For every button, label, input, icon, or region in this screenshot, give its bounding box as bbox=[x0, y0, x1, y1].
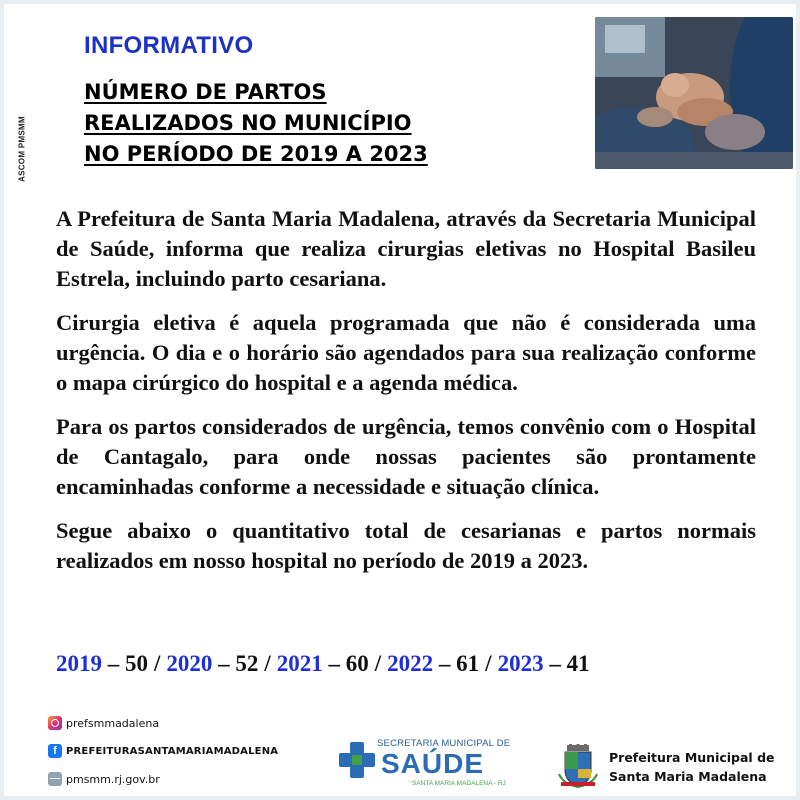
health-cross-icon bbox=[337, 740, 377, 780]
body-text bbox=[56, 204, 756, 590]
stat-separator: / bbox=[374, 651, 382, 676]
stat-year: 2023 bbox=[497, 651, 544, 676]
website-link[interactable] bbox=[48, 768, 308, 790]
stat-separator: / bbox=[264, 651, 271, 676]
paragraph-4: Segue abaixo o quantitativo total de cesarianas e partos normais realizados em nosso hospital no período de 2019 a 2023. bbox=[56, 518, 756, 573]
instagram-handle: prefsmmadalena bbox=[66, 716, 160, 730]
stat-separator: / bbox=[485, 651, 492, 676]
credit-text: ASCOM PMSMM bbox=[17, 116, 27, 182]
paragraph-2: Cirurgia eletiva é aquela programada que não é considerada uma urgência. O dia e o horário são agendados para sua realização conforme o mapa cirúrgico do hospital e a agenda médica. bbox=[56, 310, 756, 395]
prefeitura-line-1: Prefeitura Municipal de bbox=[609, 750, 775, 765]
paragraph-3: Para os partos considerados de urgência, temos convênio com o Hospital de Cantagalo, para onde nossas pacientes são prontamente encaminhadas conforme a necessidade e situação clínica. bbox=[56, 414, 756, 499]
facebook-link[interactable] bbox=[48, 740, 308, 762]
globe-icon bbox=[48, 772, 62, 786]
prefeitura-line-2: Santa Maria Madalena bbox=[609, 769, 767, 784]
informative-card bbox=[4, 4, 796, 796]
stat-count: 52 bbox=[235, 651, 259, 676]
stat-2019 bbox=[56, 651, 148, 676]
stat-dash: – bbox=[218, 651, 230, 676]
social-links bbox=[48, 712, 308, 796]
headline-line-2: REALIZADOS NO MUNICÍPIO bbox=[84, 111, 412, 135]
stat-year: 2019 bbox=[56, 651, 102, 676]
facebook-icon: f bbox=[48, 744, 62, 758]
prefeitura-name bbox=[609, 748, 775, 786]
stat-year: 2020 bbox=[166, 651, 213, 676]
stat-count: 50 bbox=[125, 651, 148, 676]
headline-line-3: NO PERÍODO DE 2019 A 2023 bbox=[84, 142, 428, 166]
stat-2022 bbox=[387, 651, 479, 676]
stat-dash: – bbox=[328, 651, 341, 676]
stat-dash: – bbox=[438, 651, 451, 676]
stat-count: 41 bbox=[566, 651, 590, 676]
stat-count: 61 bbox=[456, 651, 480, 676]
saude-secretariat-logo bbox=[337, 736, 511, 792]
instagram-link[interactable] bbox=[48, 712, 308, 734]
paragraph-1: A Prefeitura de Santa Maria Madalena, através da Secretaria Municipal de Saúde, informa que realiza cirurgias eletivas no Hospital Basileu Estrela, incluindo parto cesariana. bbox=[56, 206, 756, 291]
headline-line-1: NÚMERO DE PARTOS bbox=[84, 80, 327, 104]
births-by-year bbox=[56, 649, 776, 679]
saude-logo-line-1: SECRETARIA MUNICIPAL DE bbox=[377, 738, 511, 749]
headline bbox=[84, 77, 554, 170]
website-url: pmsmm.rj.gov.br bbox=[66, 772, 160, 786]
stat-dash: – bbox=[549, 651, 561, 676]
stat-separator: / bbox=[154, 651, 161, 676]
credit-vertical bbox=[14, 109, 30, 189]
photo-illustration bbox=[595, 17, 793, 169]
stat-2023 bbox=[498, 651, 590, 676]
instagram-icon bbox=[48, 716, 62, 730]
municipal-crest-icon bbox=[557, 744, 599, 788]
stat-2021 bbox=[277, 651, 369, 676]
newborn-delivery-photo bbox=[595, 17, 793, 169]
saude-logo-line-3: SANTA MARIA MADALENA - RJ bbox=[412, 780, 506, 787]
prefeitura-logo bbox=[557, 744, 787, 790]
facebook-handle: PREFEITURASANTAMARIAMADALENA bbox=[66, 745, 279, 757]
kicker-title: INFORMATIVO bbox=[84, 32, 254, 59]
stat-year: 2021 bbox=[276, 651, 323, 676]
stat-year: 2022 bbox=[387, 651, 434, 676]
saude-logo-line-2: SAÚDE bbox=[381, 748, 485, 779]
stat-count: 60 bbox=[345, 651, 369, 676]
stat-2020 bbox=[166, 651, 258, 676]
stat-dash: – bbox=[107, 651, 120, 676]
